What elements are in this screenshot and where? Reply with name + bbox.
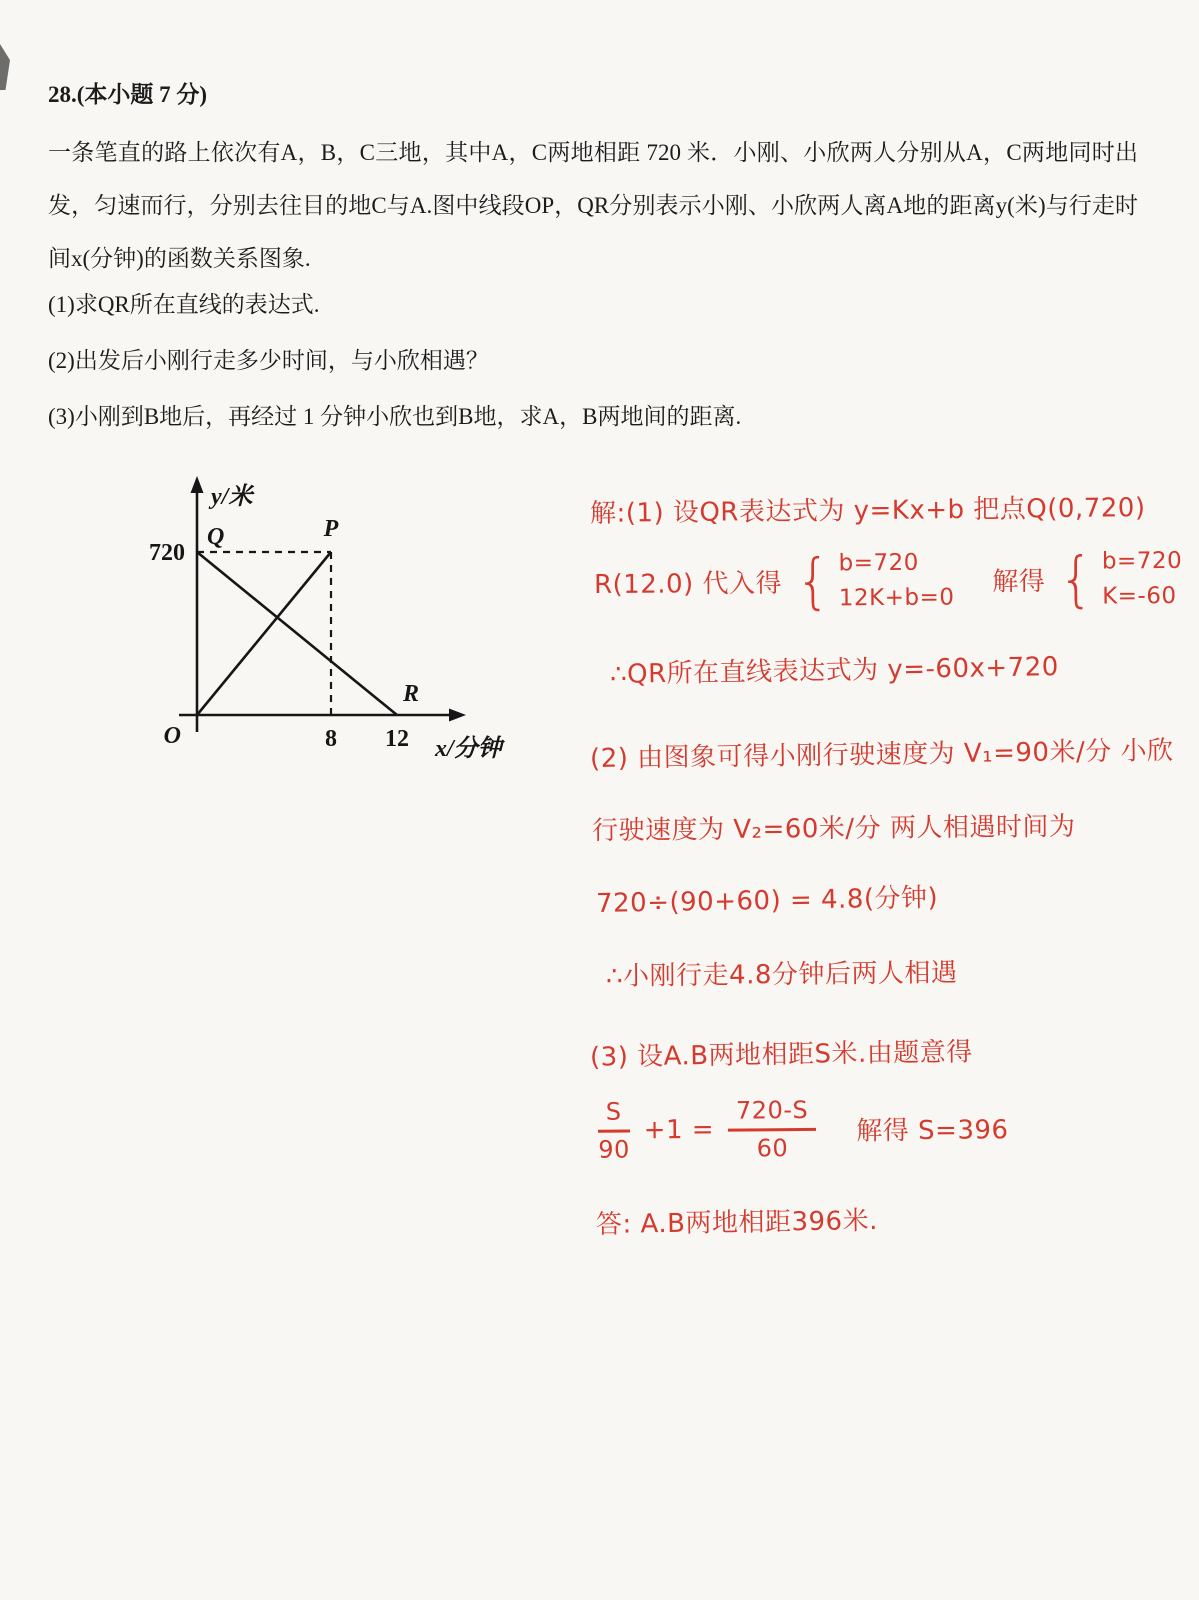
fraction-denominator: 90 bbox=[598, 1135, 630, 1164]
y-axis-label: y/米 bbox=[211, 484, 253, 510]
solution-l9-post: 解得 S=396 bbox=[856, 1115, 1009, 1147]
solution-line-10: 答: A.B两地相距396米. bbox=[595, 1206, 879, 1240]
y-tick-720: 720 bbox=[149, 540, 185, 566]
point-label-Q: Q bbox=[207, 524, 225, 550]
function-graph bbox=[135, 470, 525, 780]
solution-line-7: ∴小刚行走4.8分钟后两人相遇 bbox=[605, 958, 958, 992]
x-axis-arrow-icon bbox=[449, 709, 466, 722]
x-axis-label: x/分钟 bbox=[435, 736, 502, 762]
eq-1a: b=720 bbox=[838, 549, 919, 577]
line-OP bbox=[197, 552, 331, 715]
line-QR bbox=[197, 552, 397, 715]
fraction-720-minus-s-over-60 bbox=[728, 1096, 817, 1163]
fraction-numerator: S bbox=[598, 1098, 630, 1133]
solution-line-4: (2) 由图象可得小刚行驶速度为 V₁=90米/分 小欣 bbox=[589, 735, 1174, 775]
equation-system-2 bbox=[1102, 544, 1183, 614]
sub-question-1: (1)求QR所在直线的表达式. bbox=[48, 292, 320, 317]
solution-line-2 bbox=[594, 544, 1183, 617]
handwritten-solution bbox=[588, 488, 1183, 1248]
fraction-s-over-90 bbox=[598, 1098, 630, 1165]
origin-label: O bbox=[163, 723, 181, 749]
solution-l2-pre: R(12.0) 代入得 bbox=[593, 568, 783, 601]
fraction-numerator: 720-S bbox=[728, 1096, 817, 1132]
solution-line-6: 720÷(90+60) = 4.8(分钟) bbox=[595, 883, 939, 919]
solution-line-5: 行驶速度为 V₂=60米/分 两人相遇时间为 bbox=[591, 811, 1076, 847]
problem-statement: 一条笔直的路上依次有A，B，C三地，其中A，C两地相距 720 米．小刚、小欣两人分别从A，C两地同时出发，匀速而行，分别去往目的地C与A.图中线段OP，QR分别表示小刚、小欣两人离A地的距离y(米)与行走时间x(分钟)的函数关系图象. bbox=[48, 140, 1138, 271]
equation-system-1 bbox=[838, 546, 954, 616]
fraction-denominator: 60 bbox=[756, 1133, 789, 1163]
solution-line-3: ∴QR所在直线表达式为 y=-60x+720 bbox=[609, 652, 1060, 690]
solution-l9-mid: +1 = bbox=[643, 1115, 715, 1146]
left-brace: { bbox=[1059, 544, 1095, 615]
photo-edge-artifact bbox=[0, 44, 10, 90]
graph-svg bbox=[135, 470, 525, 780]
sub-question-2: (2)出发后小刚行走多少时间，与小欣相遇？ bbox=[48, 348, 489, 373]
eq-2b: K=-60 bbox=[1102, 582, 1177, 610]
point-label-P: P bbox=[323, 516, 339, 542]
x-tick-12: 12 bbox=[385, 726, 409, 752]
solution-line-9 bbox=[598, 1094, 1009, 1164]
left-brace: { bbox=[795, 545, 832, 617]
eq-1b: 12K+b=0 bbox=[838, 584, 955, 611]
solution-l2-mid: 解得 bbox=[992, 566, 1046, 598]
point-label-R: R bbox=[403, 681, 420, 707]
sub-question-3: (3)小刚到B地后，再经过 1 分钟小欣也到B地，求A，B两地间的距离. bbox=[48, 404, 742, 429]
x-tick-8: 8 bbox=[325, 726, 337, 752]
eq-2a: b=720 bbox=[1101, 547, 1183, 575]
solution-line-1: 解:(1) 设QR表达式为 y=Kx+b 把点Q(0,720) bbox=[589, 493, 1146, 529]
solution-line-8: (3) 设A.B两地相距S米.由题意得 bbox=[589, 1037, 974, 1073]
problem-number: 28.(本小题 7 分) bbox=[48, 82, 208, 107]
y-axis-arrow-icon bbox=[191, 476, 204, 493]
